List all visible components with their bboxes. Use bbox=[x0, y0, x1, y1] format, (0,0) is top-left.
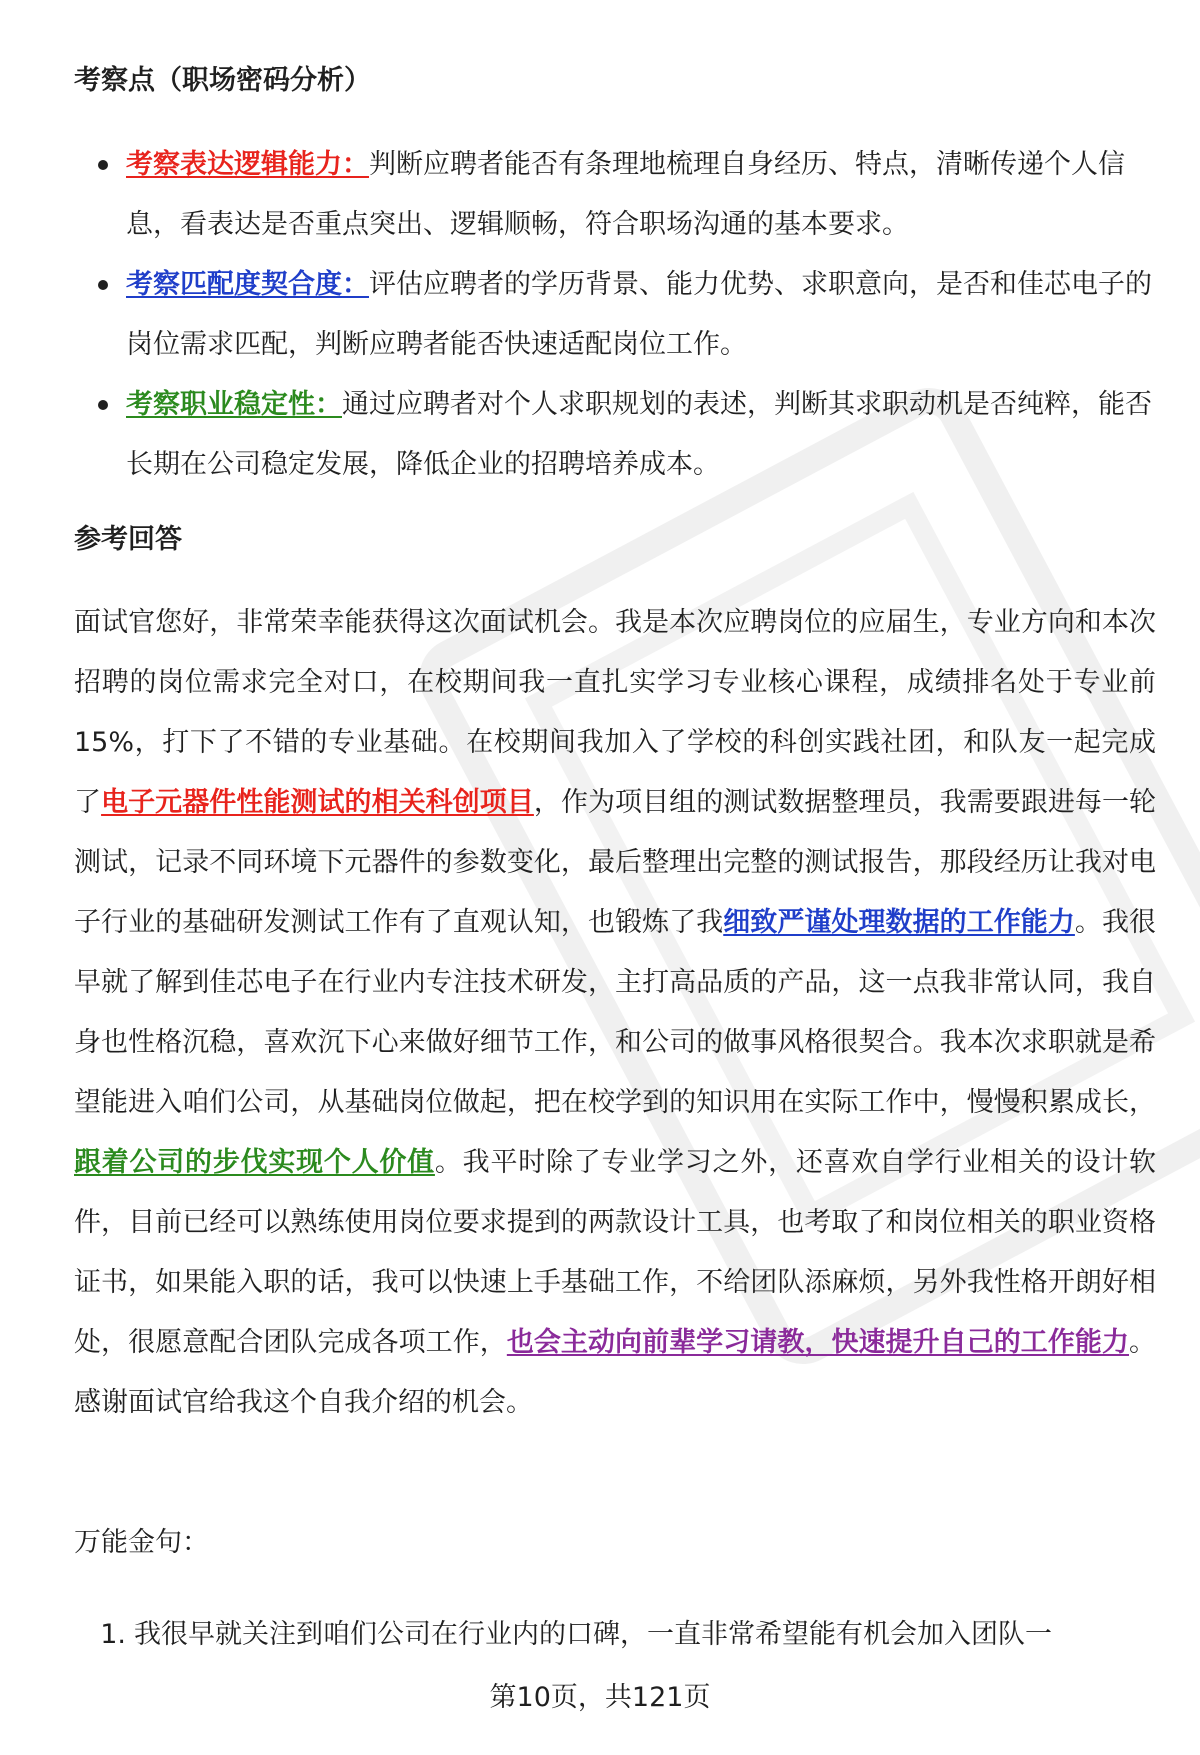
answer-highlight-project: 电子元器件性能测试的相关科创项目 bbox=[101, 787, 534, 818]
answer-text: ，作为项目组的测试数据整理员，我需要跟进每一轮测试，记录不同环境下元器件的参数变化，最后整理出完整的测试报告，那段经历让我对电子行业的基础研发测试工作有了直观认知，也锻炼了我 bbox=[74, 787, 1157, 938]
answer-highlight-learning: 也会主动向前辈学习请教，快速提升自己的工作能力 bbox=[506, 1327, 1130, 1358]
section-title-reference-answer: 参考回答 bbox=[74, 524, 182, 555]
assessment-item bbox=[74, 135, 1154, 255]
reference-answer-paragraph bbox=[74, 593, 1156, 1433]
assessment-item bbox=[74, 255, 1154, 375]
golden-phrases-list bbox=[74, 1605, 1156, 1665]
assessment-keyword: 考察职业稳定性： bbox=[126, 389, 342, 420]
assessment-text: 通过应聘者对个人求职规划的表述，判断其求职动机是否纯粹，能否长期在公司稳定发展，降低企业的招聘培养成本。 bbox=[126, 389, 1152, 480]
golden-phrase-item bbox=[74, 1605, 1156, 1665]
assessment-item bbox=[74, 375, 1154, 495]
answer-highlight-value: 跟着公司的步伐实现个人价值 bbox=[74, 1147, 435, 1178]
item-text: 我很早就关注到咱们公司在行业内的口碑，一直非常希望能有机会加入团队一 bbox=[134, 1619, 1052, 1650]
assessment-keyword: 考察匹配度契合度： bbox=[126, 269, 369, 300]
section-title-golden-phrases: 万能金句： bbox=[74, 1527, 209, 1558]
item-number: 1. bbox=[100, 1619, 126, 1650]
answer-text: 。我平时除了专业学习之外，还喜欢自学行业相关的设计软件，目前已经可以熟练使用岗位要求提到的两款设计工具，也考取了和岗位相关的职业资格证书，如果能入职的话，我可以快速上手基础工作，不给团队添麻烦，另外我性格开朗好相处，很愿意配合团队完成各项工作， bbox=[74, 1147, 1156, 1358]
page-number: 第10页，共121页 bbox=[489, 1682, 711, 1713]
assessment-keyword: 考察表达逻辑能力： bbox=[126, 149, 369, 180]
assessment-text: 判断应聘者能否有条理地梳理自身经历、特点，清晰传递个人信息，看表达是否重点突出、逻辑顺畅，符合职场沟通的基本要求。 bbox=[126, 149, 1125, 240]
answer-text: 。感谢面试官给我这个自我介绍的机会。 bbox=[74, 1327, 1157, 1418]
answer-highlight-skill: 细致严谨处理数据的工作能力 bbox=[723, 907, 1075, 938]
answer-text: 面试官您好，非常荣幸能获得这次面试机会。我是本次应聘岗位的应届生，专业方向和本次招聘的岗位需求完全对口，在校期间我一直扎实学习专业核心课程，成绩排名处于专业前15%，打下了不错的专业基础。在校期间我加入了学校的科创实践社团，和队友一起完成了 bbox=[74, 607, 1156, 818]
assessment-text: 评估应聘者的学历背景、能力优势、求职意向，是否和佳芯电子的岗位需求匹配，判断应聘者能否快速适配岗位工作。 bbox=[126, 269, 1152, 360]
section-title-assessment: 考察点（职场密码分析） bbox=[74, 65, 371, 96]
answer-text: 。我很早就了解到佳芯电子在行业内专注技术研发，主打高品质的产品，这一点我非常认同，我自身也性格沉稳，喜欢沉下心来做好细节工作，和公司的做事风格很契合。我本次求职就是希望能进入咱们公司，从基础岗位做起，把在校学到的知识用在实际工作中，慢慢积累成长， bbox=[74, 907, 1157, 1118]
assessment-list bbox=[74, 135, 1154, 495]
